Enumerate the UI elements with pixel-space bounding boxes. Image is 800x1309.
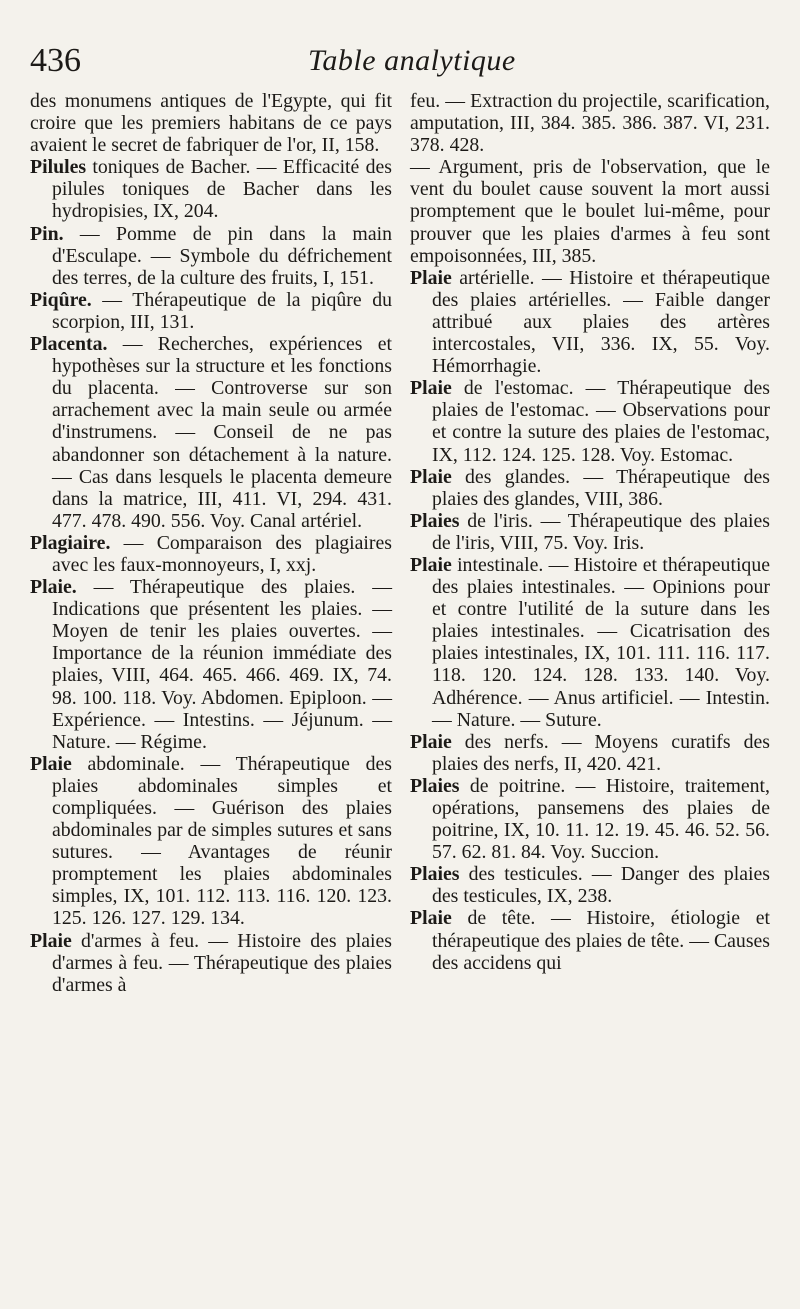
- index-entry: [410, 731, 770, 775]
- entry-head-word: Placenta.: [30, 333, 108, 356]
- entry-text: des glandes. — Thérapeutique des plaies des glandes, VIII, 386.: [432, 465, 770, 510]
- index-entry: [30, 156, 392, 222]
- entry-head-word: Plaie: [410, 553, 452, 576]
- page-header: [30, 42, 770, 92]
- entry-head-word: Plaies: [410, 774, 460, 797]
- left-column: [30, 90, 392, 996]
- index-entry: [410, 554, 770, 731]
- index-entry: [410, 156, 770, 266]
- entry-head-word: Plaie: [30, 929, 72, 952]
- index-entry: [30, 289, 392, 333]
- running-title: Table analytique: [308, 44, 516, 77]
- index-entry: [30, 753, 392, 930]
- entry-text: — Pomme de pin dans la main d'Esculape. — Symbole du défrichement des terres, de la culture des fruits, I, 151.: [52, 222, 392, 289]
- entry-text: toniques de Bacher. — Efficacité des pilules toniques de Bacher dans les hydropisies, IX, 204.: [52, 156, 392, 223]
- index-entry: [410, 510, 770, 554]
- entry-text: d'armes à feu. — Histoire des plaies d'armes à feu. — Thérapeutique des plaies d'armes à: [52, 929, 392, 996]
- entry-head-word: Pilules: [30, 156, 87, 179]
- index-entry: [30, 576, 392, 753]
- entry-text: intestinale. — Histoire et thérapeutique des plaies intestinales. — Opinions pour et contre l'utilité de la suture dans les plaies intestinales. — Cicatrisation des plaies intestinales, IX, 101. 111. 116. 117. 118. 120. 124. 128. 133. 140. Voy. Adhérence. — Anus artificiel. — Intestin. — Nature. — Suture.: [432, 553, 770, 731]
- index-entry: [30, 333, 392, 532]
- entry-head-word: Plaie.: [30, 576, 77, 599]
- entry-head-word: Plaies: [410, 863, 460, 886]
- index-entry: [410, 466, 770, 510]
- entry-text: des testicules. — Danger des plaies des testicules, IX, 238.: [432, 863, 770, 908]
- entry-text: — Recherches, expériences et hypothèses sur la structure et les fonctions du placenta. — Controverse sur son arrachement avec la main seule ou armée d'instrumens. — Conseil de ne pas abandonner son détachement à la nature. — Cas dans lesquels le placenta demeure dans la matrice, III, 411. VI, 294. 431. 477. 478. 490. 556. Voy. Canal artériel.: [52, 333, 392, 532]
- entry-text: de poitrine. — Histoire, traitement, opérations, pansemens des plaies de poitrine, IX, 10. 11. 12. 19. 45. 46. 52. 56. 57. 62. 81. 84. Voy. Succion.: [432, 774, 770, 864]
- entry-text: des monumens antiques de l'Egypte, qui fit croire que les premiers habitans de ce pays avaient le secret de fabriquer de l'or, II, 158.: [30, 90, 392, 157]
- entry-text: — Argument, pris de l'observation, que le vent du boulet cause souvent la mort aussi promptement que le boulet lui-même, pour prouver que les plaies d'armes à feu sont empoisonnées, III, 385.: [410, 156, 770, 267]
- entry-text: — Comparaison des plagiaires avec les faux-monnoyeurs, I, xxj.: [52, 531, 392, 576]
- entry-head-word: Piqûre.: [30, 288, 92, 311]
- entry-text: de l'iris. — Thérapeutique des plaies de l'iris, VIII, 75. Voy. Iris.: [432, 509, 770, 554]
- entry-text: artérielle. — Histoire et thérapeutique des plaies artérielles. — Faible danger attribué aux plaies des artères intercostales, VII, 336. IX, 55. Voy. Hémorrhagie.: [432, 266, 770, 378]
- index-entry: [410, 267, 770, 377]
- entry-head-word: Plaies: [410, 509, 460, 532]
- entry-head-word: Plaie: [30, 752, 72, 775]
- page-number: 436: [30, 42, 81, 79]
- index-entry: [30, 532, 392, 576]
- index-entry: [410, 90, 770, 156]
- entry-text: — Thérapeutique des plaies. — Indications que présentent les plaies. — Moyen de tenir les plaies ouvertes. — Importance de la réunion immédiate des plaies, VIII, 464. 465. 466. 469. IX, 74. 98. 100. 118. Voy. Abdomen. Epiploon. — Expérience. — Intestins. — Jéjunum. — Nature. — Régime.: [52, 576, 392, 753]
- index-entry: [410, 775, 770, 863]
- index-entry: [410, 907, 770, 973]
- entry-head-word: Pin.: [30, 222, 64, 245]
- entry-text: de tête. — Histoire, étiologie et thérapeutique des plaies de tête. — Causes des accidens qui: [432, 907, 770, 974]
- entry-head-word: Plagiaire.: [30, 531, 111, 554]
- entry-head-word: Plaie: [410, 907, 452, 930]
- index-entry: [30, 930, 392, 996]
- entry-text: — Thérapeutique de la piqûre du scorpion, III, 131.: [52, 288, 392, 333]
- index-entry: [30, 223, 392, 289]
- entry-text: de l'estomac. — Thérapeutique des plaies de l'estomac. — Observations pour et contre la suture des plaies de l'estomac, IX, 112. 124. 125. 128. Voy. Estomac.: [432, 377, 770, 466]
- entry-text: abdominale. — Thérapeutique des plaies abdominales simples et compliquées. — Guérison des plaies abdominales par de simples sutures et sans sutures. — Avantages de réunir promptement les plaies abdominales simples, IX, 101. 112. 113. 116. 120. 123. 125. 126. 127. 129. 134.: [52, 752, 392, 930]
- entry-head-word: Plaie: [410, 377, 452, 400]
- index-entry: [410, 863, 770, 907]
- entry-head-word: Plaie: [410, 266, 452, 289]
- index-entry: [30, 90, 392, 156]
- right-column: [410, 90, 770, 974]
- entry-text: des nerfs. — Moyens curatifs des plaies des nerfs, II, 420. 421.: [432, 730, 770, 775]
- entry-head-word: Plaie: [410, 730, 452, 753]
- index-entry: [410, 377, 770, 465]
- entry-head-word: Plaie: [410, 465, 452, 488]
- entry-text: feu. — Extraction du projectile, scarification, amputation, III, 384. 385. 386. 387. VI, 231. 378. 428.: [410, 90, 770, 157]
